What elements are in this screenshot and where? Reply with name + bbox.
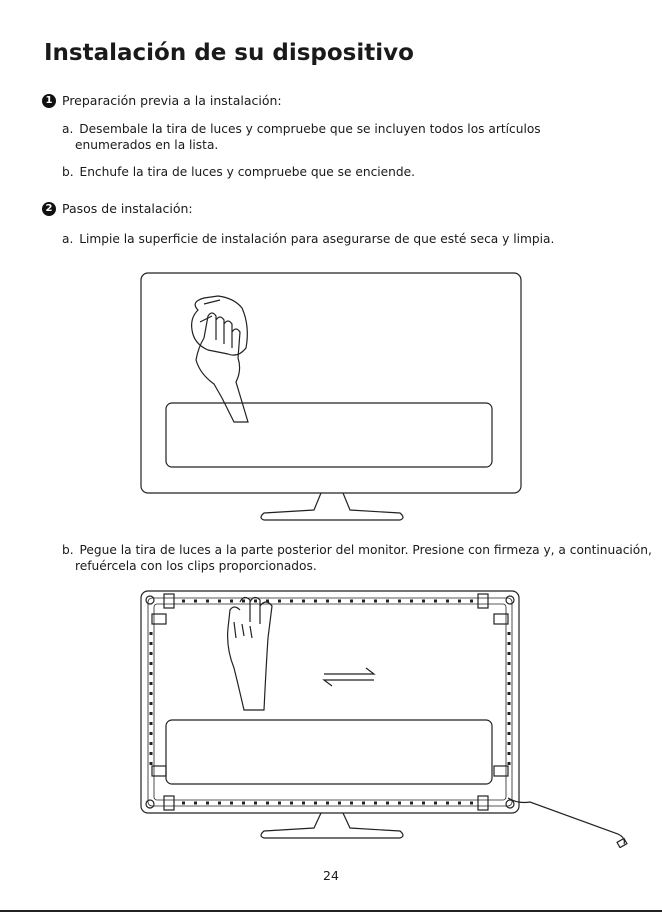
led-icon <box>374 600 377 603</box>
led-icon <box>434 600 437 603</box>
led-icon <box>508 672 511 675</box>
led-icon <box>302 600 305 603</box>
led-icon <box>218 600 221 603</box>
led-icon <box>278 600 281 603</box>
led-icon <box>150 642 153 645</box>
led-icon <box>350 600 353 603</box>
monitor-frame <box>141 273 521 493</box>
section-1-heading <box>42 93 282 108</box>
led-icon <box>150 692 153 695</box>
mounting-clip-icon <box>164 594 174 608</box>
led-icon <box>362 600 365 603</box>
led-icon <box>150 652 153 655</box>
led-icon <box>386 802 389 805</box>
led-icon <box>508 702 511 705</box>
led-icon <box>410 600 413 603</box>
led-icon <box>150 632 153 635</box>
led-markers <box>150 600 511 805</box>
section-2-item-b <box>62 542 652 574</box>
led-icon <box>398 802 401 805</box>
led-icon <box>150 742 153 745</box>
monitor-stand <box>261 813 403 838</box>
corner-clip-icon <box>506 596 514 604</box>
led-icon <box>254 600 257 603</box>
led-icon <box>150 752 153 755</box>
item-label: b. <box>62 543 74 557</box>
monitor-frame <box>141 591 519 813</box>
led-icon <box>150 682 153 685</box>
section-2-item-a <box>62 231 554 247</box>
led-icon <box>508 652 511 655</box>
led-icon <box>194 802 197 805</box>
led-icon <box>508 722 511 725</box>
led-icon <box>230 802 233 805</box>
led-icon <box>508 662 511 665</box>
mounting-clip-icon <box>478 594 488 608</box>
item-label: a. <box>62 232 74 246</box>
item-text: Pegue la tira de luces a la parte posterior del monitor. Presione con firmeza y, a continuación, <box>79 543 652 557</box>
led-icon <box>254 802 257 805</box>
led-icon <box>314 600 317 603</box>
corner-clip-icon <box>506 800 514 808</box>
led-icon <box>458 802 461 805</box>
led-icon <box>338 802 341 805</box>
led-icon <box>206 600 209 603</box>
led-icon <box>182 600 185 603</box>
section-2-heading-text: Pasos de instalación: <box>62 201 193 216</box>
led-icon <box>398 600 401 603</box>
corner-clip-icon <box>146 800 154 808</box>
led-icon <box>470 802 473 805</box>
section-1-item-a <box>62 121 541 153</box>
led-icon <box>206 802 209 805</box>
arrow-right-icon <box>324 668 374 674</box>
led-icon <box>242 802 245 805</box>
led-icon <box>150 712 153 715</box>
led-icon <box>458 600 461 603</box>
led-icon <box>422 802 425 805</box>
page-title: Instalación de su dispositivo <box>44 40 414 66</box>
section-1-heading-text: Preparación previa a la instalación: <box>62 93 282 108</box>
led-icon <box>374 802 377 805</box>
item-label: b. <box>62 165 74 179</box>
item-text-continued: enumerados en la lista. <box>75 138 219 152</box>
footer-rule <box>0 910 662 912</box>
section-2-heading <box>42 201 193 216</box>
arrow-left-icon <box>324 680 374 686</box>
led-icon <box>470 600 473 603</box>
led-icon <box>302 802 305 805</box>
led-icon <box>278 802 281 805</box>
led-icon <box>508 762 511 765</box>
monitor-stand <box>261 493 403 520</box>
led-icon <box>410 802 413 805</box>
page-number: 24 <box>323 868 339 883</box>
led-icon <box>326 802 329 805</box>
monitor-cleaning-illustration <box>138 270 524 526</box>
led-icon <box>150 702 153 705</box>
item-text: Enchufe la tira de luces y compruebe que se enciende. <box>79 165 416 179</box>
led-icon <box>150 662 153 665</box>
item-text-continued: refuércela con los clips proporcionados. <box>75 559 317 573</box>
power-cable <box>508 798 624 844</box>
light-strip-outline <box>148 598 512 806</box>
led-icon <box>386 600 389 603</box>
led-icon <box>362 802 365 805</box>
monitor-stand-back <box>166 720 492 784</box>
led-icon <box>326 600 329 603</box>
led-icon <box>290 600 293 603</box>
led-icon <box>422 600 425 603</box>
monitor-light-strip-illustration <box>138 588 632 848</box>
led-icon <box>508 632 511 635</box>
led-icon <box>290 802 293 805</box>
led-icon <box>446 600 449 603</box>
led-icon <box>266 600 269 603</box>
step-number-2: 2 <box>42 202 56 216</box>
led-icon <box>508 712 511 715</box>
led-icon <box>508 752 511 755</box>
mounting-clip-icon <box>478 796 488 810</box>
led-icon <box>508 742 511 745</box>
led-icon <box>182 802 185 805</box>
step-number-1: 1 <box>42 94 56 108</box>
led-icon <box>508 642 511 645</box>
led-icon <box>508 682 511 685</box>
mounting-clip-icon <box>164 796 174 810</box>
led-icon <box>150 672 153 675</box>
item-label: a. <box>62 122 74 136</box>
led-icon <box>230 600 233 603</box>
led-icon <box>508 732 511 735</box>
item-text: Limpie la superficie de instalación para asegurarse de que esté seca y limpia. <box>79 232 555 246</box>
led-icon <box>150 722 153 725</box>
led-icon <box>150 732 153 735</box>
item-text: Desembale la tira de luces y compruebe que se incluyen todos los artículos <box>79 122 541 136</box>
led-icon <box>314 802 317 805</box>
corner-clip-icon <box>146 596 154 604</box>
led-icon <box>150 762 153 765</box>
led-icon <box>350 802 353 805</box>
led-icon <box>194 600 197 603</box>
section-1-item-b <box>62 164 415 180</box>
led-icon <box>508 692 511 695</box>
monitor-stand-back <box>166 403 492 467</box>
usb-plug-icon <box>617 838 627 847</box>
led-icon <box>338 600 341 603</box>
led-icon <box>446 802 449 805</box>
led-icon <box>434 802 437 805</box>
led-icon <box>242 600 245 603</box>
led-icon <box>266 802 269 805</box>
led-icon <box>218 802 221 805</box>
hand-outline <box>228 597 272 710</box>
